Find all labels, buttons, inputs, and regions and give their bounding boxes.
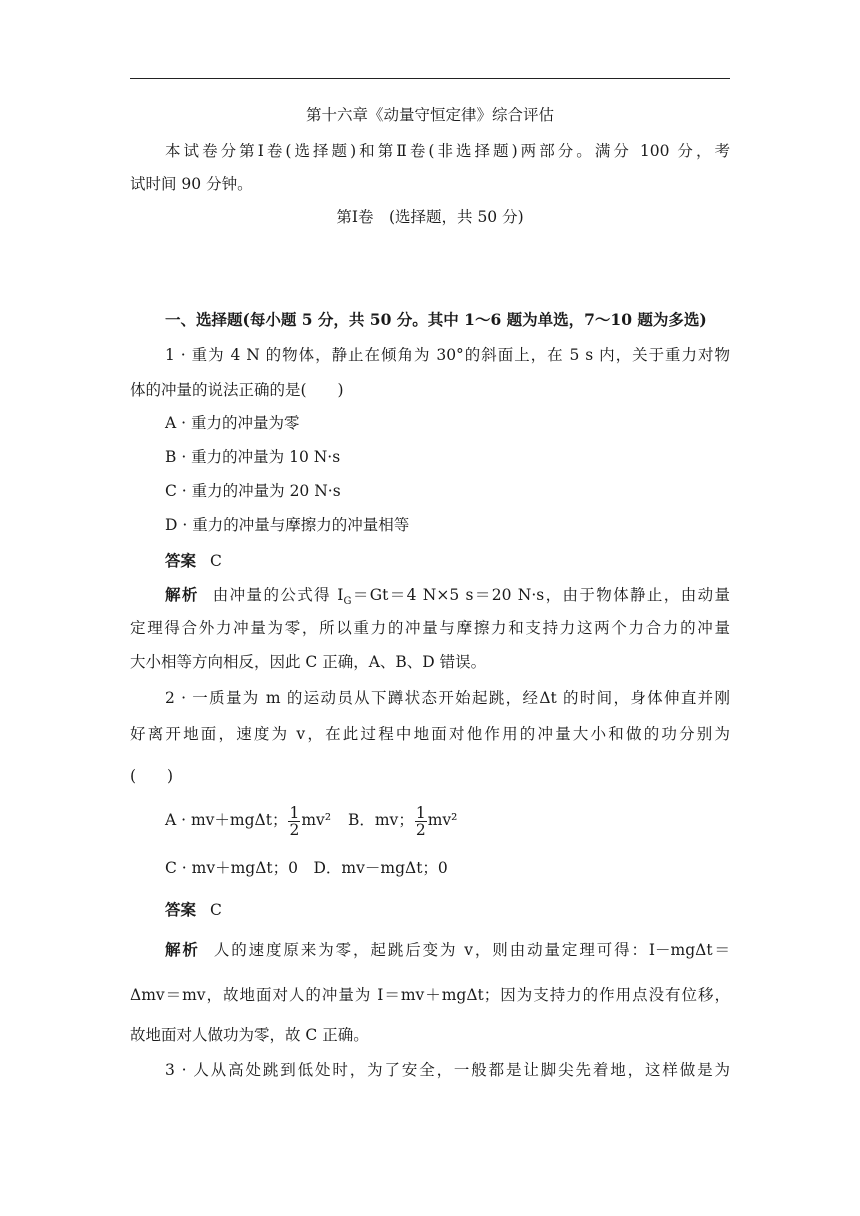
q2-options-cd: C · mv＋mgΔt；0 D．mv－mgΔt；0 (165, 859, 448, 877)
q2-stem-line-1: 2 · 一质量为 m 的运动员从下蹲状态开始起跳，经Δt 的时间，身体伸直并刚 (165, 689, 730, 707)
q1-option-a: A · 重力的冲量为零 (165, 414, 300, 432)
q2-option-a: A · mv＋mgΔt； (165, 811, 288, 829)
q1-stem-line-2: 体的冲量的说法正确的是( ) (130, 381, 344, 399)
q2-options-ab (165, 803, 730, 838)
q2-answer-label: 答案 (165, 900, 197, 919)
fraction-numerator: 1 (289, 803, 300, 822)
q2-option-a-tail: mv² (301, 811, 332, 829)
top-rule (130, 78, 730, 79)
q2-option-b-tail: mv² (427, 811, 458, 829)
q1-option-d: D · 重力的冲量与摩擦力的冲量相等 (165, 516, 410, 534)
q2-analysis-line-1 (165, 940, 730, 960)
q2-answer-value: C (210, 901, 222, 919)
q2-analysis-line-3: 故地面对人做功为零，故 C 正确。 (130, 1026, 369, 1044)
q2-stem-line-2: 好离开地面，速度为 v，在此过程中地面对他作用的冲量大小和做的功分别为 (130, 725, 730, 743)
q1-answer-label: 答案 (165, 551, 197, 570)
q1-analysis-label: 解析 (165, 585, 199, 604)
q2-stem-line-3: ( ) (130, 767, 174, 785)
part-heading: 第Ⅰ卷 (选择题，共 50 分) (336, 208, 524, 226)
q1-analysis-line-1 (165, 585, 730, 612)
intro-line-2: 试时间 90 分钟。 (130, 175, 253, 193)
q1-analysis-line-3: 大小相等方向相反，因此 C 正确，A、B、D 错误。 (130, 653, 487, 671)
q2-option-b: B．mv； (347, 811, 414, 829)
q1-stem-line-1: 1 · 重为 4 N 的物体，静止在倾角为 30°的斜面上，在 5 s 内，关于重力对物 (165, 346, 730, 364)
q2-analysis-line-2: Δmv＝mv，故地面对人的冲量为 I＝mv＋mgΔt；因为支持力的作用点没有位移， (130, 986, 730, 1004)
q1-answer (165, 551, 730, 571)
q1-analysis-line-2: 定理得合外力冲量为零，所以重力的冲量与摩擦力和支持力这两个力合力的冲量 (130, 619, 730, 637)
q1-analysis-text-b: ＝Gt＝4 N×5 s＝20 N·s，由于物体静止，由动量 (351, 586, 730, 604)
q2-analysis-text: 人的速度原来为零，起跳后变为 v，则由动量定理可得：I－mgΔt＝ (213, 941, 730, 959)
fraction-denominator: 2 (415, 820, 426, 839)
q2-answer (165, 900, 730, 920)
q1-option-b: B · 重力的冲量为 10 N·s (165, 448, 341, 466)
q1-answer-value: C (210, 552, 222, 570)
q2-option-b-fraction (415, 805, 427, 838)
q1-analysis-text-a: 由冲量的公式得 I (212, 586, 344, 604)
q1-option-c: C · 重力的冲量为 20 N·s (165, 482, 341, 500)
page-title: 第十六章《动量守恒定律》综合评估 (305, 106, 554, 124)
q1-analysis-subscript: G (343, 596, 352, 608)
q3-stem-line-1: 3 · 人从高处跳到低处时，为了安全，一般都是让脚尖先着地，这样做是为 (165, 1061, 730, 1079)
q2-option-a-fraction (288, 805, 300, 838)
q2-analysis-label: 解析 (165, 940, 200, 959)
fraction-denominator: 2 (289, 820, 300, 839)
section-heading: 一、选择题(每小题 5 分，共 50 分。其中 1～6 题为单选，7～10 题为多选) (165, 310, 707, 329)
intro-line-1: 本试卷分第Ⅰ卷(选择题)和第Ⅱ卷(非选择题)两部分。满分 100 分，考 (165, 142, 730, 160)
fraction-numerator: 1 (415, 803, 426, 822)
